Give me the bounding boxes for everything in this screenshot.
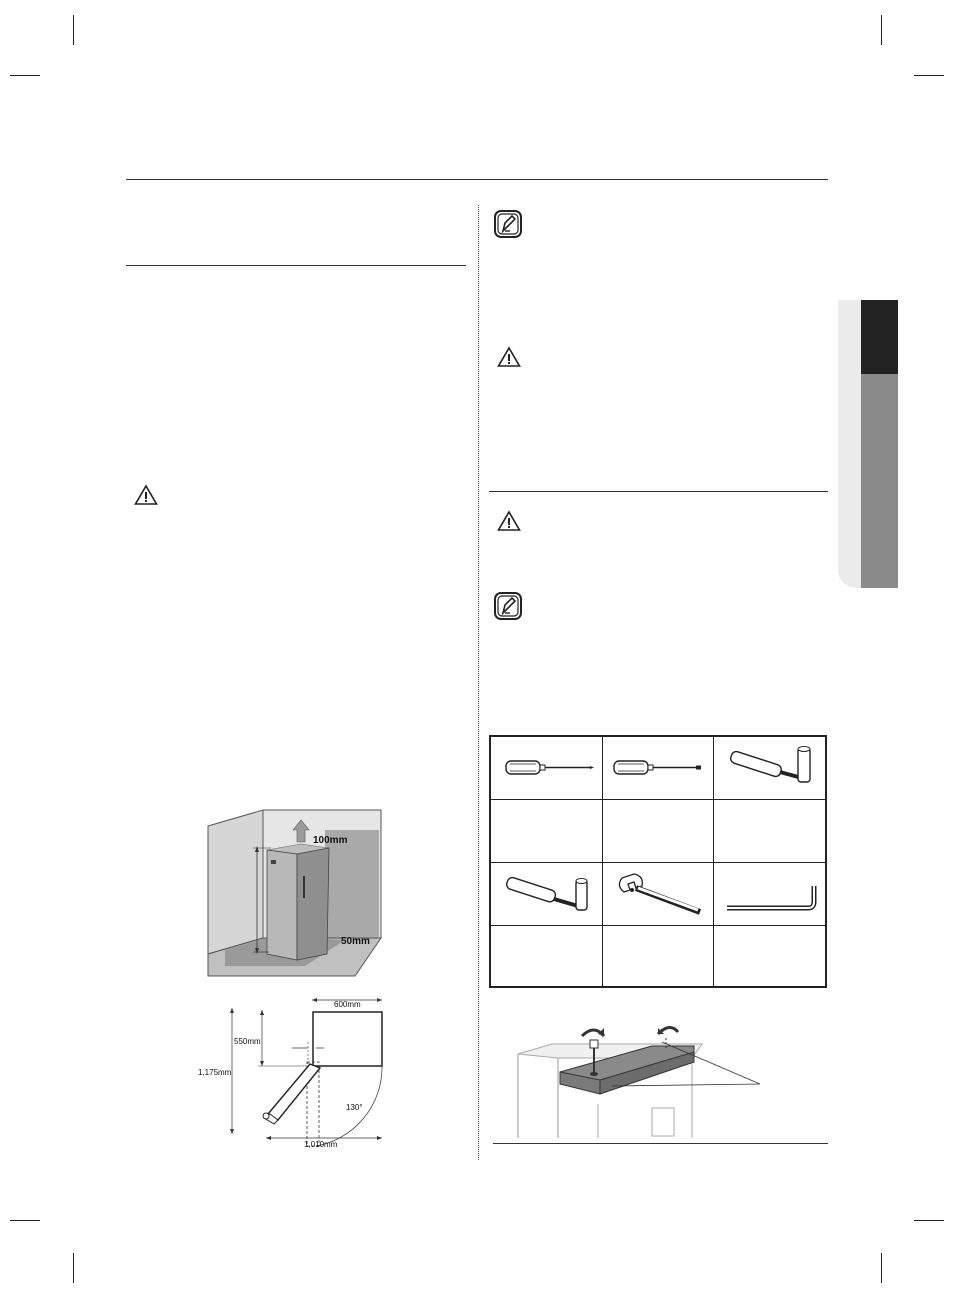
caution-icon <box>497 510 521 532</box>
tool-label-cell <box>714 800 825 863</box>
adjustable-wrench-icon <box>614 872 706 918</box>
width-label: 600mm <box>334 1000 361 1009</box>
caution-icon <box>134 484 158 506</box>
socket-wrench-large-icon <box>726 744 818 790</box>
crop-mark-br-v <box>881 1253 882 1283</box>
note-icon <box>494 210 522 238</box>
swing-width-label: 1,010mm <box>304 1140 338 1149</box>
tool-label-cell <box>603 926 714 986</box>
header-rule <box>126 179 828 180</box>
crop-mark-tr-v <box>881 15 882 45</box>
height-label: 1,175mm <box>198 1068 232 1077</box>
left-section-rule <box>126 265 466 266</box>
clearance-side-label: 50mm <box>341 936 370 947</box>
crop-mark-tl-h <box>10 75 40 76</box>
crop-mark-tr-h <box>914 75 944 76</box>
right-section-rule <box>489 491 828 492</box>
note-icon <box>494 592 522 620</box>
depth-label: 550mm <box>234 1037 261 1046</box>
crop-mark-tl-v <box>73 15 74 45</box>
side-tab-section <box>861 374 898 588</box>
side-tab-edge <box>838 300 861 588</box>
top-cover-illustration <box>512 1014 780 1140</box>
tool-label-cell <box>714 926 825 986</box>
hex-key-icon <box>724 880 822 920</box>
crop-mark-bl-h <box>10 1220 40 1221</box>
right-figure-rule <box>493 1143 828 1144</box>
door-angle-label: 130° <box>346 1103 363 1112</box>
clearance-top-label: 100mm <box>313 835 348 846</box>
tool-label-cell <box>603 800 714 863</box>
tool-label-cell <box>491 800 603 863</box>
socket-wrench-small-icon <box>504 872 596 918</box>
caution-icon <box>497 346 521 368</box>
phillips-screwdriver-icon <box>504 756 596 780</box>
flat-screwdriver-icon <box>612 756 704 780</box>
crop-mark-bl-v <box>73 1253 74 1283</box>
tool-label-cell <box>491 926 603 986</box>
crop-mark-br-h <box>914 1220 944 1221</box>
clearance-illustration <box>205 808 385 980</box>
column-divider <box>478 205 479 1160</box>
side-tab-active <box>861 300 898 374</box>
door-swing-diagram <box>196 996 392 1154</box>
